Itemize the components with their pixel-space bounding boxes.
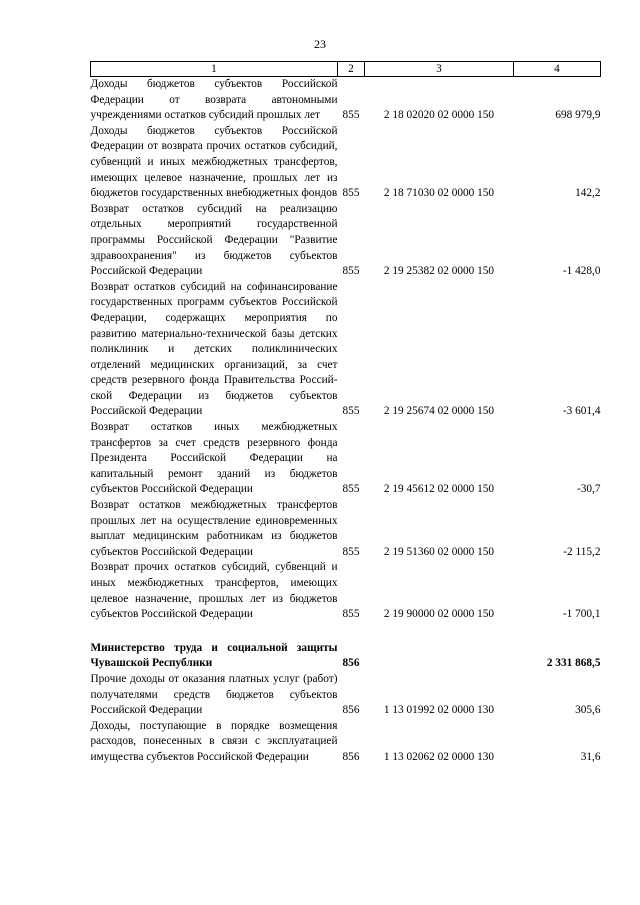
row-amount: 305,6 xyxy=(575,704,601,717)
column-header-2: 2 xyxy=(338,62,365,77)
ministry-admin-code: 856 xyxy=(342,657,360,670)
row-admin-code: 855 xyxy=(342,405,360,418)
table-row xyxy=(91,498,601,560)
row-amount: 142,2 xyxy=(575,187,601,200)
ministry-name: Министерство труда и социальной защиты Чувашской Республики xyxy=(90,641,338,670)
row-budget-code: 2 18 71030 02 0000 150 xyxy=(383,187,495,200)
table-row xyxy=(91,672,601,719)
column-header-3: 3 xyxy=(365,62,514,77)
table-row xyxy=(91,560,601,622)
row-amount: -1 700,1 xyxy=(562,608,601,621)
row-name: Доходы бюджетов субъектов Российской Федерации от возврата автономными учреждениями остатков субсидий прошлых лет xyxy=(90,78,338,122)
column-header-4: 4 xyxy=(514,62,601,77)
row-admin-code: 855 xyxy=(342,608,360,621)
table-row xyxy=(91,77,601,124)
ministry-budget-code xyxy=(365,641,514,672)
row-name: Прочие доходы от оказания платных услуг (работ) получателями средств бюджетов субъектов Российской Федерации xyxy=(90,672,338,717)
row-amount: -2 115,2 xyxy=(563,545,601,558)
table-header-row xyxy=(91,62,601,77)
row-admin-code: 855 xyxy=(342,483,360,496)
row-name: Возврат остатков субсидий на софинансирование государственных программ субъектов Российской Федерации, содержащих мероприятия по развитию материально-технической базы детских поликлиник и детских поликлинических отделений медицинских организаций, за счет средств резервного фонда Правительства Российской Федерации из бюджетов субъектов Российской Федерации xyxy=(90,280,338,418)
row-amount: -3 601,4 xyxy=(562,405,601,418)
row-budget-code: 2 19 90000 02 0000 150 xyxy=(383,608,495,621)
row-budget-code: 2 19 25382 02 0000 150 xyxy=(383,265,495,278)
row-admin-code: 856 xyxy=(342,750,360,763)
row-budget-code: 1 13 01992 02 0000 130 xyxy=(383,704,495,717)
row-name: Возврат остатков иных межбюджетных трансфертов за счет средств резервного фонда Президента Российской Федерации на капитальный ремонт зданий из бюджетов субъектов Российской Федерации xyxy=(90,421,338,496)
row-budget-code: 2 19 51360 02 0000 150 xyxy=(383,545,495,558)
row-name: Возврат прочих остатков субсидий, субвенций и иных межбюджетных трансфертов, имеющих целевое назначение, прошлых лет из бюджетов субъектов Российской Федерации xyxy=(90,561,338,621)
row-name: Доходы, поступающие в порядке возмещения расходов, понесенных в связи с эксплуатацией имущества субъектов Российской Федерации xyxy=(90,719,338,763)
row-budget-code: 2 18 02020 02 0000 150 xyxy=(383,109,495,122)
row-name: Доходы бюджетов субъектов Российской Федерации от возврата прочих остатков субсидий, субвенций и иных межбюджетных трансфертов, имеющих целевое назначение, прошлых лет из бюджетов государственных внебюджетных фондов xyxy=(90,124,338,200)
row-name: Возврат остатков субсидий на реализацию отдельных мероприятий государственной программы Российской Федерации "Развитие здравоохранения" из бюджетов субъектов Российской Федерации xyxy=(90,202,338,278)
table-row xyxy=(91,420,601,498)
table-row xyxy=(91,124,601,202)
row-admin-code: 855 xyxy=(342,109,360,122)
column-header-1: 1 xyxy=(91,62,338,77)
row-amount: -1 428,0 xyxy=(562,265,601,278)
row-admin-code: 855 xyxy=(342,265,360,278)
table-row xyxy=(91,719,601,766)
row-amount: 31,6 xyxy=(580,750,601,763)
table-row xyxy=(91,202,601,280)
row-name: Возврат остатков межбюджетных трансфертов прошлых лет на осуществление единовременных выплат медицинским работникам из бюджетов субъектов Российской Федерации xyxy=(90,499,338,558)
row-admin-code: 856 xyxy=(342,704,360,717)
ministry-row xyxy=(91,641,601,672)
row-amount: 698 979,9 xyxy=(555,109,601,122)
revenue-table xyxy=(90,61,601,766)
row-budget-code: 2 19 25674 02 0000 150 xyxy=(383,405,495,418)
section-spacer xyxy=(91,623,601,641)
row-budget-code: 1 13 02062 02 0000 130 xyxy=(383,750,495,763)
row-admin-code: 855 xyxy=(342,545,360,558)
table-row xyxy=(91,280,601,420)
row-amount: -30,7 xyxy=(576,483,601,496)
ministry-total: 2 331 868,5 xyxy=(546,657,601,670)
page-number: 23 xyxy=(314,37,326,51)
row-budget-code: 2 19 45612 02 0000 150 xyxy=(383,483,495,496)
row-admin-code: 855 xyxy=(342,187,360,200)
